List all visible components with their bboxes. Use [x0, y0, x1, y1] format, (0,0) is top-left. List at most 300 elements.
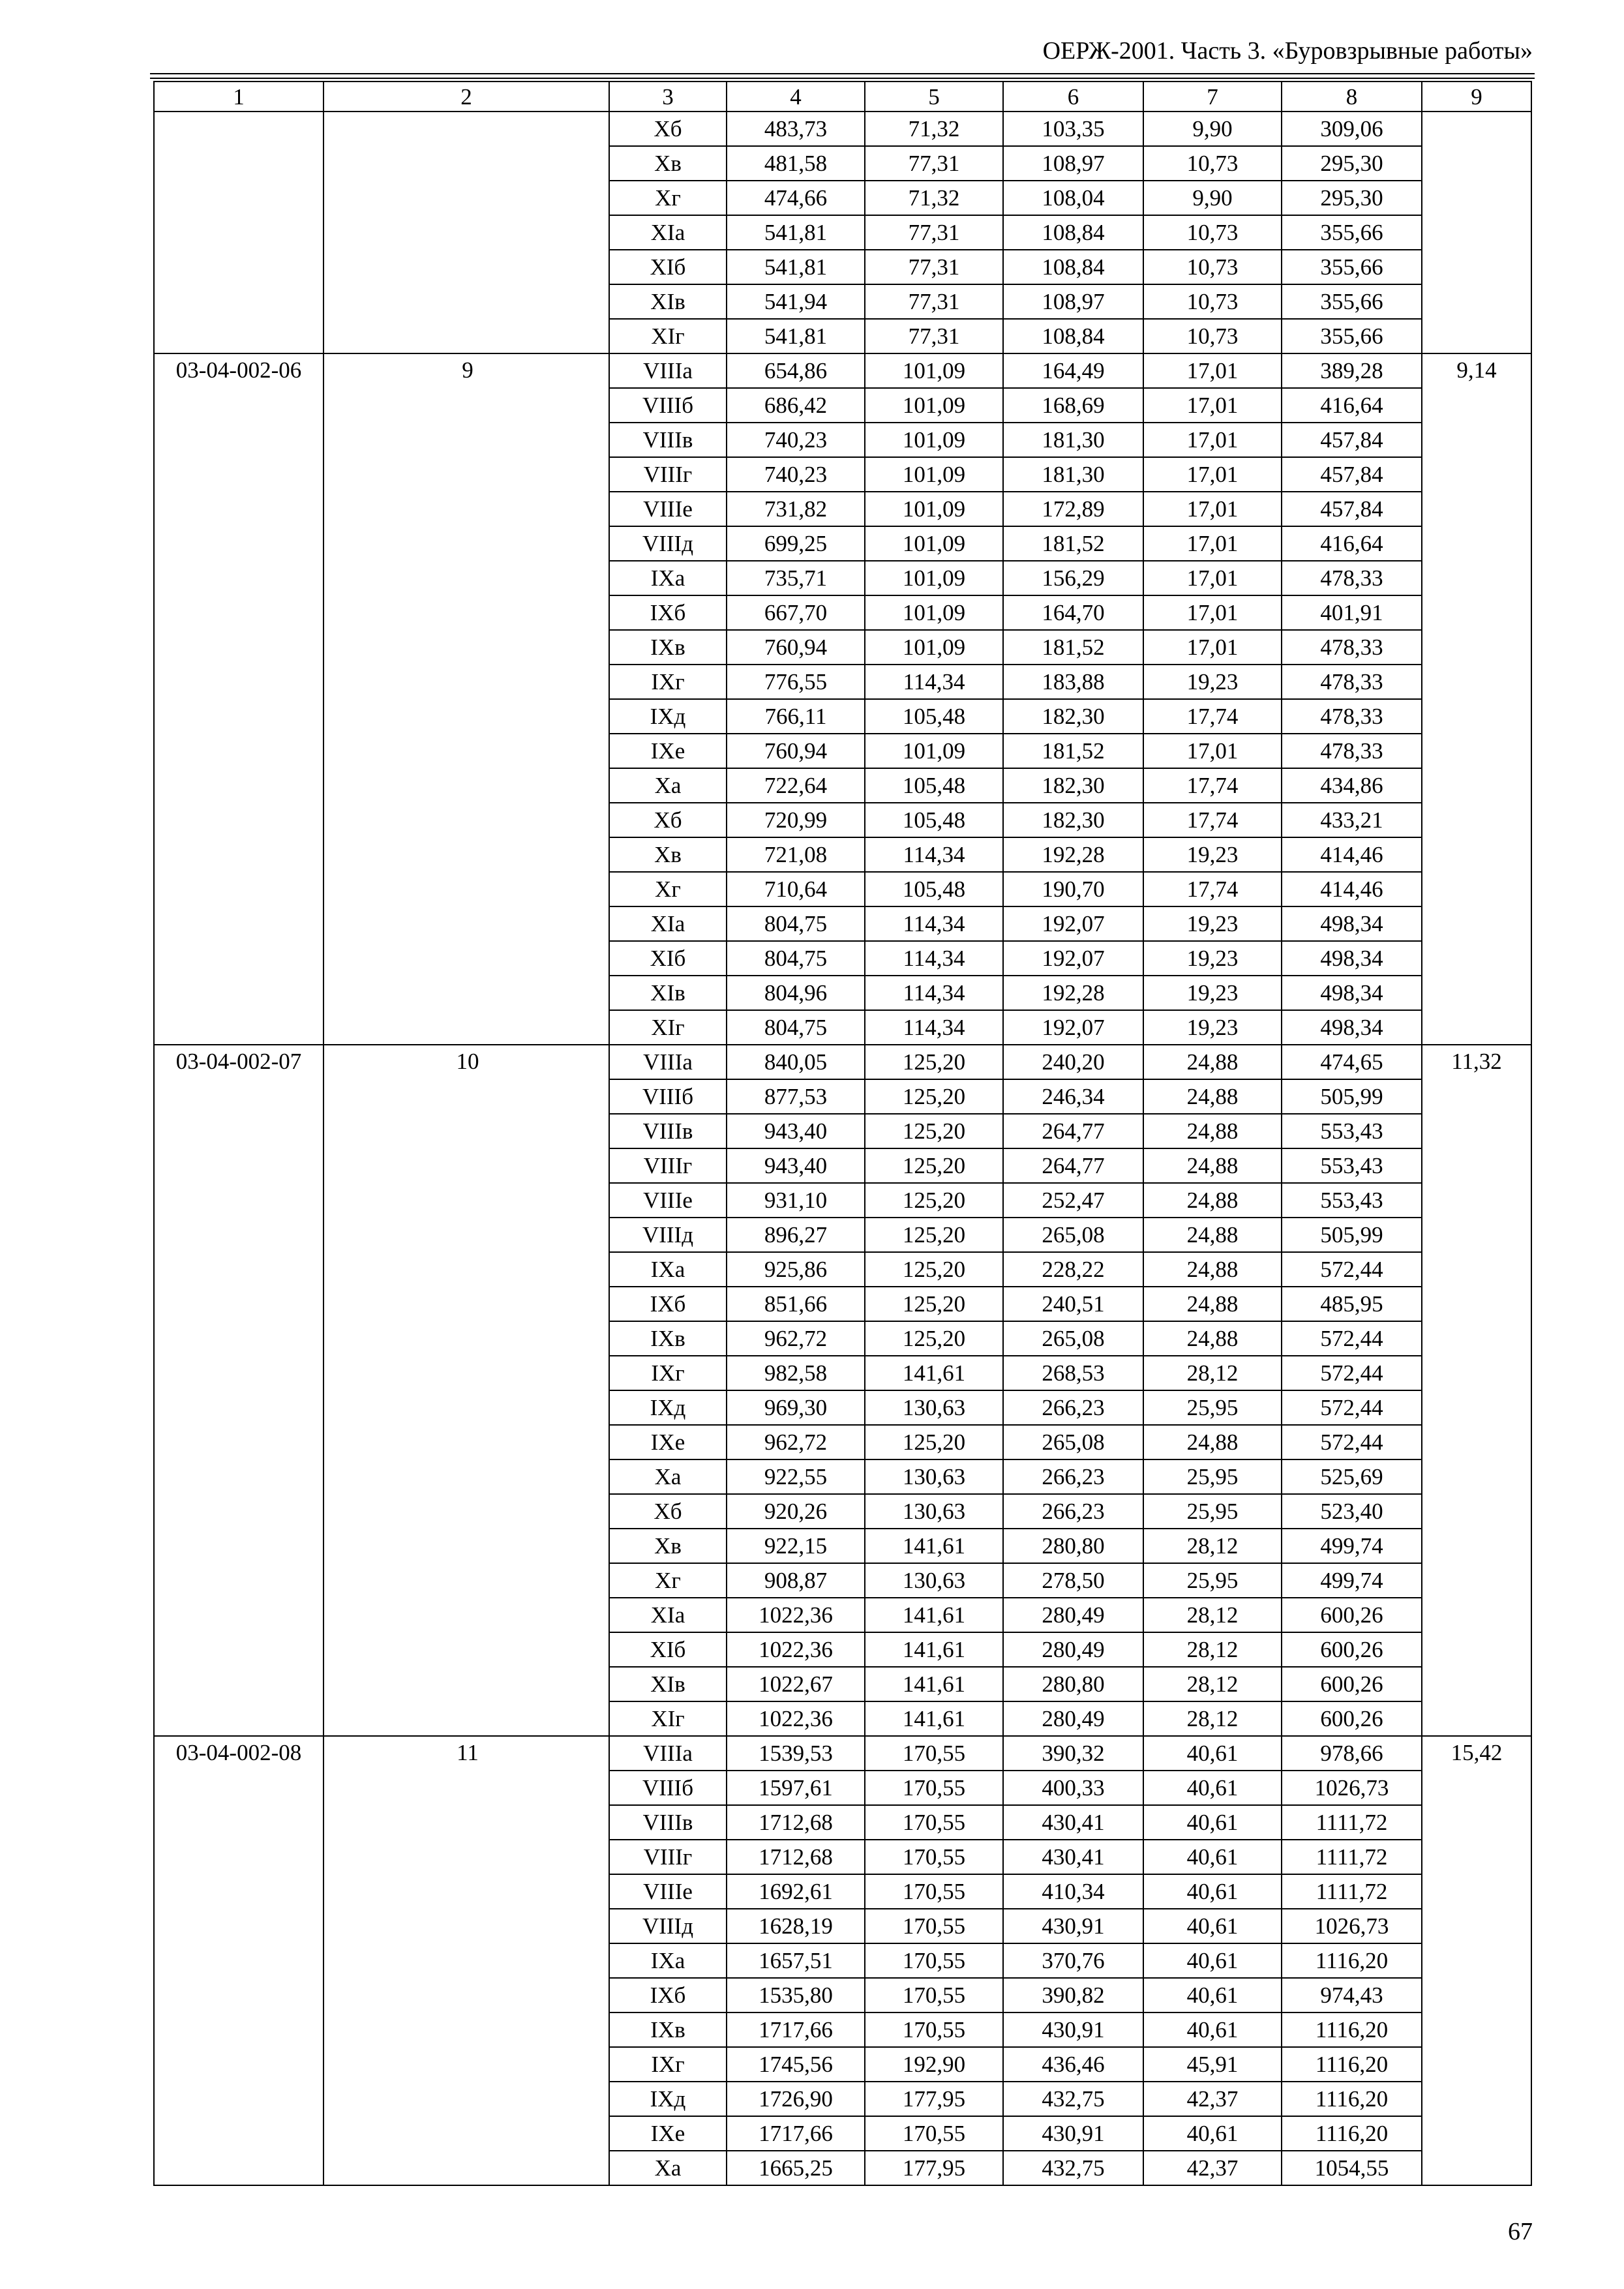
rock-category-cell: XIа — [609, 1598, 727, 1632]
rock-category-cell: VIIIд — [609, 1909, 727, 1943]
machine-cost-cell: 192,07 — [1003, 941, 1143, 976]
materials-cost-cell: 1116,20 — [1282, 2047, 1422, 2082]
total-cost-cell: 483,73 — [727, 112, 865, 146]
total-cost-cell: 943,40 — [727, 1148, 865, 1183]
wages-cell: 130,63 — [865, 1459, 1003, 1494]
wages-cell: 170,55 — [865, 1874, 1003, 1909]
total-cost-cell: 760,94 — [727, 630, 865, 665]
materials-cost-cell: 478,33 — [1282, 665, 1422, 699]
materials-cost-cell: 1111,72 — [1282, 1840, 1422, 1874]
rock-category-cell: Xа — [609, 1459, 727, 1494]
machine-cost-cell: 252,47 — [1003, 1183, 1143, 1218]
total-cost-cell: 1726,90 — [727, 2082, 865, 2116]
machinist-wages-cell: 19,23 — [1143, 906, 1282, 941]
rock-category-cell: XIг — [609, 319, 727, 353]
machine-cost-cell: 181,52 — [1003, 630, 1143, 665]
machine-cost-cell: 400,33 — [1003, 1771, 1143, 1805]
rock-category-cell: VIIIб — [609, 1771, 727, 1805]
machine-cost-cell: 181,52 — [1003, 734, 1143, 768]
wages-cell: 114,34 — [865, 941, 1003, 976]
machinist-wages-cell: 17,01 — [1143, 388, 1282, 423]
machine-cost-cell: 240,20 — [1003, 1045, 1143, 1079]
running-header: ОЕРЖ-2001. Часть 3. «Буровзрывные работы» — [1042, 37, 1533, 65]
wages-cell: 177,95 — [865, 2151, 1003, 2185]
total-cost-cell: 931,10 — [727, 1183, 865, 1218]
machinist-wages-cell: 24,88 — [1143, 1287, 1282, 1321]
machine-cost-cell: 264,77 — [1003, 1148, 1143, 1183]
rock-category-cell: IXа — [609, 1252, 727, 1287]
materials-cost-cell: 355,66 — [1282, 319, 1422, 353]
total-cost-cell: 720,99 — [727, 803, 865, 837]
machinist-wages-cell: 17,01 — [1143, 561, 1282, 595]
rock-category-cell: XIа — [609, 906, 727, 941]
machinist-wages-cell: 28,12 — [1143, 1598, 1282, 1632]
materials-cost-cell: 1111,72 — [1282, 1874, 1422, 1909]
wages-cell: 114,34 — [865, 976, 1003, 1010]
machinist-wages-cell: 40,61 — [1143, 1805, 1282, 1840]
rock-category-cell: IXг — [609, 665, 727, 699]
machinist-wages-cell: 17,01 — [1143, 630, 1282, 665]
total-cost-cell: 922,55 — [727, 1459, 865, 1494]
wages-cell: 125,20 — [865, 1425, 1003, 1459]
materials-cost-cell: 416,64 — [1282, 388, 1422, 423]
machine-cost-cell: 181,30 — [1003, 423, 1143, 457]
machinist-wages-cell: 24,88 — [1143, 1183, 1282, 1218]
rate-code-cell: 03-04-002-07 — [154, 1045, 323, 1736]
machine-cost-cell: 430,41 — [1003, 1840, 1143, 1874]
machine-cost-cell: 432,75 — [1003, 2151, 1143, 2185]
machinist-wages-cell: 19,23 — [1143, 665, 1282, 699]
rock-category-cell: Xв — [609, 146, 727, 181]
total-cost-cell: 1535,80 — [727, 1978, 865, 2012]
rock-category-cell: VIIIв — [609, 1114, 727, 1148]
rate-name-cell: 10 — [323, 1045, 609, 1736]
machine-cost-cell: 266,23 — [1003, 1390, 1143, 1425]
machinist-wages-cell: 24,88 — [1143, 1425, 1282, 1459]
machine-cost-cell: 266,23 — [1003, 1494, 1143, 1529]
materials-cost-cell: 457,84 — [1282, 457, 1422, 492]
total-cost-cell: 804,75 — [727, 1010, 865, 1045]
total-cost-cell: 896,27 — [727, 1218, 865, 1252]
machinist-wages-cell: 42,37 — [1143, 2082, 1282, 2116]
total-cost-cell: 541,81 — [727, 215, 865, 250]
machine-cost-cell: 280,49 — [1003, 1598, 1143, 1632]
materials-cost-cell: 355,66 — [1282, 215, 1422, 250]
wages-cell: 170,55 — [865, 1943, 1003, 1978]
machine-cost-cell: 436,46 — [1003, 2047, 1143, 2082]
machine-cost-cell: 390,82 — [1003, 1978, 1143, 2012]
materials-cost-cell: 433,21 — [1282, 803, 1422, 837]
rock-category-cell: Xа — [609, 768, 727, 803]
total-cost-cell: 922,15 — [727, 1529, 865, 1563]
total-cost-cell: 740,23 — [727, 457, 865, 492]
machinist-wages-cell: 25,95 — [1143, 1459, 1282, 1494]
total-cost-cell: 1657,51 — [727, 1943, 865, 1978]
machine-cost-cell: 280,49 — [1003, 1632, 1143, 1667]
total-cost-cell: 1717,66 — [727, 2116, 865, 2151]
total-cost-cell: 925,86 — [727, 1252, 865, 1287]
materials-cost-cell: 1026,73 — [1282, 1909, 1422, 1943]
total-cost-cell: 541,81 — [727, 319, 865, 353]
wages-cell: 114,34 — [865, 837, 1003, 872]
materials-cost-cell: 457,84 — [1282, 492, 1422, 526]
machinist-wages-cell: 25,95 — [1143, 1563, 1282, 1598]
total-cost-cell: 541,81 — [727, 250, 865, 284]
machinist-wages-cell: 45,91 — [1143, 2047, 1282, 2082]
machine-cost-cell: 164,70 — [1003, 595, 1143, 630]
machine-cost-cell: 390,32 — [1003, 1736, 1143, 1771]
wages-cell: 77,31 — [865, 250, 1003, 284]
rock-category-cell: VIIIе — [609, 1874, 727, 1909]
wages-cell: 177,95 — [865, 2082, 1003, 2116]
materials-cost-cell: 485,95 — [1282, 1287, 1422, 1321]
total-cost-cell: 1665,25 — [727, 2151, 865, 2185]
total-cost-cell: 962,72 — [727, 1321, 865, 1356]
materials-cost-cell: 1116,20 — [1282, 2082, 1422, 2116]
materials-cost-cell: 553,43 — [1282, 1183, 1422, 1218]
rock-category-cell: XIв — [609, 284, 727, 319]
wages-cell: 101,09 — [865, 526, 1003, 561]
rock-category-cell: VIIIг — [609, 1148, 727, 1183]
rock-category-cell: Xг — [609, 1563, 727, 1598]
machine-cost-cell: 182,30 — [1003, 803, 1143, 837]
labor-hours-cell: 9,14 — [1422, 353, 1531, 1045]
materials-cost-cell: 401,91 — [1282, 595, 1422, 630]
machine-cost-cell: 182,30 — [1003, 699, 1143, 734]
rock-category-cell: VIIIв — [609, 1805, 727, 1840]
machinist-wages-cell: 17,74 — [1143, 699, 1282, 734]
wages-cell: 71,32 — [865, 112, 1003, 146]
materials-cost-cell: 498,34 — [1282, 941, 1422, 976]
machinist-wages-cell: 17,01 — [1143, 734, 1282, 768]
rock-category-cell: IXб — [609, 1978, 727, 2012]
machine-cost-cell: 103,35 — [1003, 112, 1143, 146]
rock-category-cell: XIв — [609, 976, 727, 1010]
wages-cell: 170,55 — [865, 1771, 1003, 1805]
wages-cell: 125,20 — [865, 1218, 1003, 1252]
wages-cell: 130,63 — [865, 1563, 1003, 1598]
materials-cost-cell: 974,43 — [1282, 1978, 1422, 2012]
rock-category-cell: XIб — [609, 941, 727, 976]
wages-cell: 114,34 — [865, 665, 1003, 699]
rock-category-cell: VIIIб — [609, 388, 727, 423]
header-rule — [150, 78, 1535, 79]
materials-cost-cell: 295,30 — [1282, 146, 1422, 181]
column-number-header — [154, 82, 1531, 112]
materials-cost-cell: 978,66 — [1282, 1736, 1422, 1771]
wages-cell: 130,63 — [865, 1494, 1003, 1529]
machine-cost-cell: 181,30 — [1003, 457, 1143, 492]
rock-category-cell: IXг — [609, 2047, 727, 2082]
machinist-wages-cell: 10,73 — [1143, 146, 1282, 181]
total-cost-cell: 804,96 — [727, 976, 865, 1010]
materials-cost-cell: 355,66 — [1282, 284, 1422, 319]
rock-category-cell: XIб — [609, 1632, 727, 1667]
total-cost-cell: 699,25 — [727, 526, 865, 561]
wages-cell: 125,20 — [865, 1321, 1003, 1356]
rock-category-cell: IXв — [609, 2012, 727, 2047]
wages-cell: 101,09 — [865, 353, 1003, 388]
total-cost-cell: 851,66 — [727, 1287, 865, 1321]
machinist-wages-cell: 28,12 — [1143, 1667, 1282, 1701]
machine-cost-cell: 108,97 — [1003, 146, 1143, 181]
machinist-wages-cell: 28,12 — [1143, 1701, 1282, 1736]
machinist-wages-cell: 9,90 — [1143, 181, 1282, 215]
rock-category-cell: VIIIб — [609, 1079, 727, 1114]
wages-cell: 170,55 — [865, 2012, 1003, 2047]
total-cost-cell: 654,86 — [727, 353, 865, 388]
wages-cell: 105,48 — [865, 872, 1003, 906]
machine-cost-cell: 264,77 — [1003, 1114, 1143, 1148]
machine-cost-cell: 156,29 — [1003, 561, 1143, 595]
materials-cost-cell: 416,64 — [1282, 526, 1422, 561]
rock-category-cell: IXе — [609, 2116, 727, 2151]
total-cost-cell: 1022,36 — [727, 1598, 865, 1632]
wages-cell: 125,20 — [865, 1287, 1003, 1321]
materials-cost-cell: 1116,20 — [1282, 2116, 1422, 2151]
materials-cost-cell: 553,43 — [1282, 1114, 1422, 1148]
machine-cost-cell: 265,08 — [1003, 1218, 1143, 1252]
labor-hours-cell: 15,42 — [1422, 1736, 1531, 2185]
wages-cell: 141,61 — [865, 1356, 1003, 1390]
machine-cost-cell: 228,22 — [1003, 1252, 1143, 1287]
materials-cost-cell: 1054,55 — [1282, 2151, 1422, 2185]
rock-category-cell: VIIIа — [609, 1045, 727, 1079]
machinist-wages-cell: 40,61 — [1143, 1771, 1282, 1805]
machinist-wages-cell: 24,88 — [1143, 1079, 1282, 1114]
rock-category-cell: IXг — [609, 1356, 727, 1390]
total-cost-cell: 920,26 — [727, 1494, 865, 1529]
machinist-wages-cell: 10,73 — [1143, 250, 1282, 284]
rock-category-cell: IXв — [609, 1321, 727, 1356]
machinist-wages-cell: 40,61 — [1143, 1909, 1282, 1943]
column-number: 6 — [1003, 82, 1143, 112]
materials-cost-cell: 355,66 — [1282, 250, 1422, 284]
total-cost-cell: 481,58 — [727, 146, 865, 181]
rock-category-cell: VIIIв — [609, 423, 727, 457]
machine-cost-cell: 410,34 — [1003, 1874, 1143, 1909]
machinist-wages-cell: 17,01 — [1143, 353, 1282, 388]
materials-cost-cell: 505,99 — [1282, 1079, 1422, 1114]
total-cost-cell: 541,94 — [727, 284, 865, 319]
machinist-wages-cell: 24,88 — [1143, 1148, 1282, 1183]
machinist-wages-cell: 19,23 — [1143, 976, 1282, 1010]
total-cost-cell: 804,75 — [727, 941, 865, 976]
machinist-wages-cell: 42,37 — [1143, 2151, 1282, 2185]
machine-cost-cell: 280,80 — [1003, 1529, 1143, 1563]
machinist-wages-cell: 24,88 — [1143, 1252, 1282, 1287]
materials-cost-cell: 525,69 — [1282, 1459, 1422, 1494]
materials-cost-cell: 572,44 — [1282, 1425, 1422, 1459]
materials-cost-cell: 478,33 — [1282, 630, 1422, 665]
machine-cost-cell: 430,91 — [1003, 2116, 1143, 2151]
machine-cost-cell: 370,76 — [1003, 1943, 1143, 1978]
total-cost-cell: 776,55 — [727, 665, 865, 699]
rock-category-cell: IXа — [609, 561, 727, 595]
total-cost-cell: 1712,68 — [727, 1840, 865, 1874]
wages-cell: 125,20 — [865, 1183, 1003, 1218]
total-cost-cell: 1022,36 — [727, 1701, 865, 1736]
materials-cost-cell: 505,99 — [1282, 1218, 1422, 1252]
machinist-wages-cell: 24,88 — [1143, 1045, 1282, 1079]
total-cost-cell: 877,53 — [727, 1079, 865, 1114]
wages-cell: 170,55 — [865, 2116, 1003, 2151]
machinist-wages-cell: 40,61 — [1143, 1978, 1282, 2012]
column-number: 2 — [323, 82, 609, 112]
machine-cost-cell: 430,41 — [1003, 1805, 1143, 1840]
wages-cell: 114,34 — [865, 1010, 1003, 1045]
rock-category-cell: VIIIе — [609, 1183, 727, 1218]
machine-cost-cell: 182,30 — [1003, 768, 1143, 803]
total-cost-cell: 1712,68 — [727, 1805, 865, 1840]
rock-category-cell: VIIIд — [609, 526, 727, 561]
machinist-wages-cell: 28,12 — [1143, 1529, 1282, 1563]
materials-cost-cell: 1116,20 — [1282, 2012, 1422, 2047]
wages-cell: 101,09 — [865, 734, 1003, 768]
materials-cost-cell: 572,44 — [1282, 1390, 1422, 1425]
machinist-wages-cell: 17,01 — [1143, 492, 1282, 526]
wages-cell: 101,09 — [865, 630, 1003, 665]
machine-cost-cell: 280,49 — [1003, 1701, 1143, 1736]
machinist-wages-cell: 17,74 — [1143, 768, 1282, 803]
rock-category-cell: IXе — [609, 1425, 727, 1459]
total-cost-cell: 840,05 — [727, 1045, 865, 1079]
rock-category-cell: Xг — [609, 181, 727, 215]
machinist-wages-cell: 9,90 — [1143, 112, 1282, 146]
machinist-wages-cell: 17,74 — [1143, 872, 1282, 906]
wages-cell: 141,61 — [865, 1598, 1003, 1632]
wages-cell: 170,55 — [865, 1909, 1003, 1943]
table-row — [154, 353, 1531, 388]
materials-cost-cell: 600,26 — [1282, 1632, 1422, 1667]
table-row — [154, 1045, 1531, 1079]
rock-category-cell: Xб — [609, 803, 727, 837]
materials-cost-cell: 600,26 — [1282, 1701, 1422, 1736]
total-cost-cell: 1597,61 — [727, 1771, 865, 1805]
wages-cell: 125,20 — [865, 1114, 1003, 1148]
machine-cost-cell: 246,34 — [1003, 1079, 1143, 1114]
rock-category-cell: IXб — [609, 595, 727, 630]
machine-cost-cell: 192,28 — [1003, 837, 1143, 872]
wages-cell: 101,09 — [865, 388, 1003, 423]
machinist-wages-cell: 10,73 — [1143, 319, 1282, 353]
total-cost-cell: 982,58 — [727, 1356, 865, 1390]
machinist-wages-cell: 28,12 — [1143, 1356, 1282, 1390]
wages-cell: 141,61 — [865, 1632, 1003, 1667]
materials-cost-cell: 478,33 — [1282, 734, 1422, 768]
materials-cost-cell: 457,84 — [1282, 423, 1422, 457]
rock-category-cell: VIIIд — [609, 1218, 727, 1252]
total-cost-cell: 1022,36 — [727, 1632, 865, 1667]
labor-hours-cell: 11,32 — [1422, 1045, 1531, 1736]
machine-cost-cell: 190,70 — [1003, 872, 1143, 906]
materials-cost-cell: 498,34 — [1282, 976, 1422, 1010]
column-number: 9 — [1422, 82, 1531, 112]
machine-cost-cell: 265,08 — [1003, 1321, 1143, 1356]
machinist-wages-cell: 24,88 — [1143, 1218, 1282, 1252]
materials-cost-cell: 572,44 — [1282, 1356, 1422, 1390]
wages-cell: 105,48 — [865, 768, 1003, 803]
materials-cost-cell: 523,40 — [1282, 1494, 1422, 1529]
total-cost-cell: 804,75 — [727, 906, 865, 941]
column-number: 4 — [727, 82, 865, 112]
materials-cost-cell: 295,30 — [1282, 181, 1422, 215]
total-cost-cell: 1745,56 — [727, 2047, 865, 2082]
rock-category-cell: XIг — [609, 1010, 727, 1045]
wages-cell: 170,55 — [865, 1978, 1003, 2012]
wages-cell: 77,31 — [865, 146, 1003, 181]
total-cost-cell: 1022,67 — [727, 1667, 865, 1701]
machine-cost-cell: 183,88 — [1003, 665, 1143, 699]
wages-cell: 130,63 — [865, 1390, 1003, 1425]
wages-cell: 141,61 — [865, 1701, 1003, 1736]
machinist-wages-cell: 40,61 — [1143, 1736, 1282, 1771]
total-cost-cell: 667,70 — [727, 595, 865, 630]
machinist-wages-cell: 17,01 — [1143, 457, 1282, 492]
rock-category-cell: VIIIа — [609, 353, 727, 388]
column-number: 3 — [609, 82, 727, 112]
total-cost-cell: 908,87 — [727, 1563, 865, 1598]
wages-cell: 71,32 — [865, 181, 1003, 215]
rock-category-cell: IXа — [609, 1943, 727, 1978]
machine-cost-cell: 108,04 — [1003, 181, 1143, 215]
wages-cell: 170,55 — [865, 1736, 1003, 1771]
machine-cost-cell: 192,07 — [1003, 1010, 1143, 1045]
machinist-wages-cell: 19,23 — [1143, 1010, 1282, 1045]
rock-category-cell: VIIIг — [609, 457, 727, 492]
machine-cost-cell: 266,23 — [1003, 1459, 1143, 1494]
machine-cost-cell: 168,69 — [1003, 388, 1143, 423]
rock-category-cell: IXд — [609, 699, 727, 734]
wages-cell: 105,48 — [865, 699, 1003, 734]
wages-cell: 114,34 — [865, 906, 1003, 941]
machinist-wages-cell: 19,23 — [1143, 941, 1282, 976]
rock-category-cell: IXд — [609, 1390, 727, 1425]
total-cost-cell: 735,71 — [727, 561, 865, 595]
materials-cost-cell: 498,34 — [1282, 906, 1422, 941]
materials-cost-cell: 1026,73 — [1282, 1771, 1422, 1805]
total-cost-cell: 969,30 — [727, 1390, 865, 1425]
machinist-wages-cell: 17,01 — [1143, 423, 1282, 457]
column-number: 5 — [865, 82, 1003, 112]
machinist-wages-cell: 17,01 — [1143, 595, 1282, 630]
materials-cost-cell: 600,26 — [1282, 1598, 1422, 1632]
machine-cost-cell: 164,49 — [1003, 353, 1143, 388]
total-cost-cell: 722,64 — [727, 768, 865, 803]
total-cost-cell: 1692,61 — [727, 1874, 865, 1909]
rock-category-cell: XIв — [609, 1667, 727, 1701]
rock-category-cell: IXб — [609, 1287, 727, 1321]
rock-category-cell: Xг — [609, 872, 727, 906]
machine-cost-cell: 108,97 — [1003, 284, 1143, 319]
wages-cell: 141,61 — [865, 1667, 1003, 1701]
wages-cell: 170,55 — [865, 1805, 1003, 1840]
materials-cost-cell: 600,26 — [1282, 1667, 1422, 1701]
table-row — [154, 112, 1531, 146]
materials-cost-cell: 474,65 — [1282, 1045, 1422, 1079]
materials-cost-cell: 499,74 — [1282, 1563, 1422, 1598]
materials-cost-cell: 414,46 — [1282, 872, 1422, 906]
wages-cell: 77,31 — [865, 215, 1003, 250]
machine-cost-cell: 192,07 — [1003, 906, 1143, 941]
rock-category-cell: Xв — [609, 837, 727, 872]
column-number: 1 — [154, 82, 323, 112]
total-cost-cell: 721,08 — [727, 837, 865, 872]
wages-cell: 101,09 — [865, 595, 1003, 630]
machinist-wages-cell: 17,74 — [1143, 803, 1282, 837]
total-cost-cell: 943,40 — [727, 1114, 865, 1148]
rock-category-cell: IXв — [609, 630, 727, 665]
